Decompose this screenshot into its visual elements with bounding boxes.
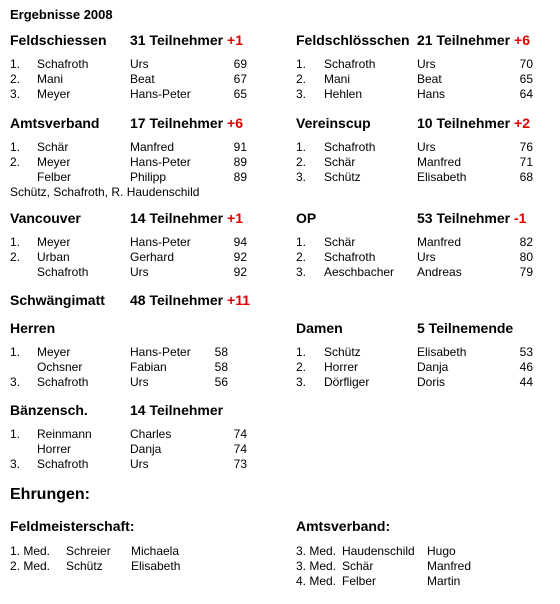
result-last-name: Mani — [324, 72, 351, 86]
result-last-name: Reinmann — [37, 427, 92, 441]
section-title-vereinscup: Vereinscup — [296, 115, 371, 131]
result-rank: 3. — [10, 375, 21, 389]
participant-count: 53 Teilnehmer — [417, 210, 511, 226]
result-first-name: Charles — [130, 427, 172, 441]
result-score: 80 — [519, 250, 533, 264]
participant-change: +6 — [223, 115, 243, 131]
result-last-name: Meyer — [37, 235, 71, 249]
result-first-name: Urs — [417, 250, 436, 264]
participant-count: 48 Teilnehmer — [130, 292, 224, 308]
participant-change: +1 — [223, 32, 243, 48]
result-score: 82 — [519, 235, 533, 249]
section-title-feldschloesschen: Feldschlösschen — [296, 32, 410, 48]
result-score: 65 — [233, 87, 247, 101]
participant-count: 31 Teilnehmer — [130, 32, 224, 48]
result-first-name: Andreas — [417, 265, 462, 279]
result-score: 89 — [233, 155, 247, 169]
participants-feldschloesschen — [417, 32, 530, 48]
result-score: 92 — [233, 265, 247, 279]
honor-medal: 1. Med. — [10, 544, 51, 558]
honor-first-name: Martin — [427, 574, 461, 588]
result-rank: 3. — [296, 87, 307, 101]
result-first-name: Manfred — [130, 140, 175, 154]
result-score: 89 — [233, 170, 247, 184]
result-score: 53 — [519, 345, 533, 359]
result-rank: 1. — [296, 345, 307, 359]
result-first-name: Beat — [130, 72, 155, 86]
result-score: 56 — [214, 375, 228, 389]
result-last-name: Mani — [37, 72, 64, 86]
result-last-name: Schär — [324, 155, 356, 169]
result-rank: 2. — [296, 72, 307, 86]
result-last-name: Urban — [37, 250, 70, 264]
result-first-name: Hans-Peter — [130, 87, 191, 101]
result-score: 46 — [519, 360, 533, 374]
result-first-name: Urs — [417, 140, 436, 154]
participant-count: 14 Teilnehmer — [130, 402, 224, 418]
participants-feldschiessen — [130, 32, 243, 48]
result-first-name: Urs — [130, 57, 149, 71]
section-title-baenzensch: Bänzensch. — [10, 402, 88, 418]
result-last-name: Aeschbacher — [324, 265, 395, 279]
honors-title: Ehrungen: — [10, 486, 90, 503]
result-score: 74 — [233, 427, 247, 441]
participants-baenzensch — [130, 402, 223, 418]
result-first-name: Doris — [417, 375, 446, 389]
result-first-name: Beat — [417, 72, 442, 86]
result-last-name: Meyer — [37, 155, 71, 169]
result-rank: 2. — [296, 155, 307, 169]
result-last-name: Schafroth — [324, 250, 376, 264]
honors-group-amtsverband-ehrung: Amtsverband: — [296, 518, 391, 534]
result-rank: 1. — [10, 57, 21, 71]
honor-first-name: Elisabeth — [131, 559, 181, 573]
result-score: 69 — [233, 57, 247, 71]
honor-last-name: Schreier — [66, 544, 111, 558]
result-score: 71 — [519, 155, 533, 169]
participants-amtsverband — [130, 115, 243, 131]
participants-schwaengimatt — [130, 292, 250, 308]
result-first-name: Gerhard — [130, 250, 175, 264]
participant-change: +11 — [223, 292, 250, 308]
result-last-name: Schütz — [324, 345, 361, 359]
result-first-name: Fabian — [130, 360, 167, 374]
result-last-name: Meyer — [37, 345, 71, 359]
result-score: 44 — [519, 375, 533, 389]
result-rank: 2. — [10, 72, 21, 86]
section-note: Schütz, Schafroth, R. Haudenschild — [10, 185, 200, 199]
result-first-name: Hans-Peter — [130, 155, 191, 169]
result-last-name: Hehlen — [324, 87, 363, 101]
result-first-name: Manfred — [417, 235, 462, 249]
result-rank: 3. — [10, 87, 21, 101]
result-first-name: Urs — [130, 265, 149, 279]
participant-change: +1 — [223, 210, 243, 226]
result-rank: 2. — [296, 250, 307, 264]
result-score: 73 — [233, 457, 247, 471]
participants-vereinscup — [417, 115, 530, 131]
honor-medal: 2. Med. — [10, 559, 51, 573]
result-rank: 1. — [10, 235, 21, 249]
result-rank: 1. — [10, 427, 21, 441]
result-last-name: Felber — [37, 170, 72, 184]
result-rank: 3. — [296, 265, 307, 279]
result-rank: 1. — [10, 140, 21, 154]
result-first-name: Hans — [417, 87, 446, 101]
result-score: 58 — [214, 345, 228, 359]
honors-group-feldmeisterschaft: Feldmeisterschaft: — [10, 518, 135, 534]
result-score: 65 — [519, 72, 533, 86]
honor-medal: 3. Med. — [296, 559, 337, 573]
participants-vancouver — [130, 210, 243, 226]
result-rank: 1. — [296, 235, 307, 249]
honor-medal: 3. Med. — [296, 544, 337, 558]
honor-first-name: Michaela — [131, 544, 180, 558]
result-last-name: Dörfliger — [324, 375, 370, 389]
result-score: 92 — [233, 250, 247, 264]
section-title-damen: Damen — [296, 320, 343, 336]
honor-last-name: Haudenschild — [342, 544, 415, 558]
result-last-name: Schär — [37, 140, 69, 154]
result-last-name: Schütz — [324, 170, 361, 184]
result-last-name: Schafroth — [37, 265, 89, 279]
result-first-name: Hans-Peter — [130, 235, 191, 249]
result-first-name: Elisabeth — [417, 170, 467, 184]
result-rank: 2. — [10, 155, 21, 169]
participant-count: 14 Teilnehmer — [130, 210, 224, 226]
result-last-name: Schafroth — [37, 375, 89, 389]
result-score: 64 — [519, 87, 533, 101]
result-last-name: Schafroth — [37, 457, 89, 471]
participant-change: +2 — [510, 115, 530, 131]
result-score: 58 — [214, 360, 228, 374]
result-rank: 1. — [296, 140, 307, 154]
result-score: 76 — [519, 140, 533, 154]
section-title-herren: Herren — [10, 320, 56, 336]
result-rank: 2. — [10, 250, 21, 264]
result-rank: 1. — [10, 345, 21, 359]
section-title-amtsverband: Amtsverband — [10, 115, 100, 131]
result-first-name: Urs — [130, 457, 149, 471]
honor-last-name: Felber — [342, 574, 377, 588]
participant-change: +6 — [510, 32, 530, 48]
result-last-name: Meyer — [37, 87, 71, 101]
result-score: 79 — [519, 265, 533, 279]
result-first-name: Hans-Peter — [130, 345, 191, 359]
result-score: 68 — [519, 170, 533, 184]
honor-last-name: Schär — [342, 559, 374, 573]
result-rank: 3. — [296, 170, 307, 184]
result-score: 70 — [519, 57, 533, 71]
result-rank: 3. — [10, 457, 21, 471]
result-first-name: Manfred — [417, 155, 462, 169]
honor-medal: 4. Med. — [296, 574, 337, 588]
result-last-name: Schafroth — [324, 57, 376, 71]
result-last-name: Ochsner — [37, 360, 83, 374]
result-rank: 3. — [296, 375, 307, 389]
section-title-schwaengimatt: Schwängimatt — [10, 292, 105, 308]
result-last-name: Horrer — [324, 360, 359, 374]
participant-change: -1 — [510, 210, 527, 226]
result-score: 74 — [233, 442, 247, 456]
result-last-name: Horrer — [37, 442, 72, 456]
participant-count: 10 Teilnehmer — [417, 115, 511, 131]
section-title-op: OP — [296, 210, 317, 226]
page-title: Ergebnisse 2008 — [10, 7, 113, 22]
section-title-vancouver: Vancouver — [10, 210, 81, 226]
participant-count: 5 Teilnemende — [417, 320, 514, 336]
participant-count: 21 Teilnehmer — [417, 32, 511, 48]
result-score: 94 — [233, 235, 247, 249]
result-score: 67 — [233, 72, 247, 86]
result-last-name: Schafroth — [324, 140, 376, 154]
honor-first-name: Manfred — [427, 559, 472, 573]
participant-count: 17 Teilnehmer — [130, 115, 224, 131]
result-rank: 2. — [296, 360, 307, 374]
result-first-name: Danja — [417, 360, 449, 374]
result-rank: 1. — [296, 57, 307, 71]
result-first-name: Philipp — [130, 170, 167, 184]
result-first-name: Elisabeth — [417, 345, 467, 359]
result-first-name: Urs — [417, 57, 436, 71]
result-last-name: Schär — [324, 235, 356, 249]
result-score: 91 — [233, 140, 247, 154]
result-last-name: Schafroth — [37, 57, 89, 71]
participants-op — [417, 210, 526, 226]
result-first-name: Urs — [130, 375, 149, 389]
honor-first-name: Hugo — [427, 544, 456, 558]
honor-last-name: Schütz — [66, 559, 103, 573]
section-title-feldschiessen: Feldschiessen — [10, 32, 107, 48]
participants-damen — [417, 320, 513, 336]
result-first-name: Danja — [130, 442, 162, 456]
